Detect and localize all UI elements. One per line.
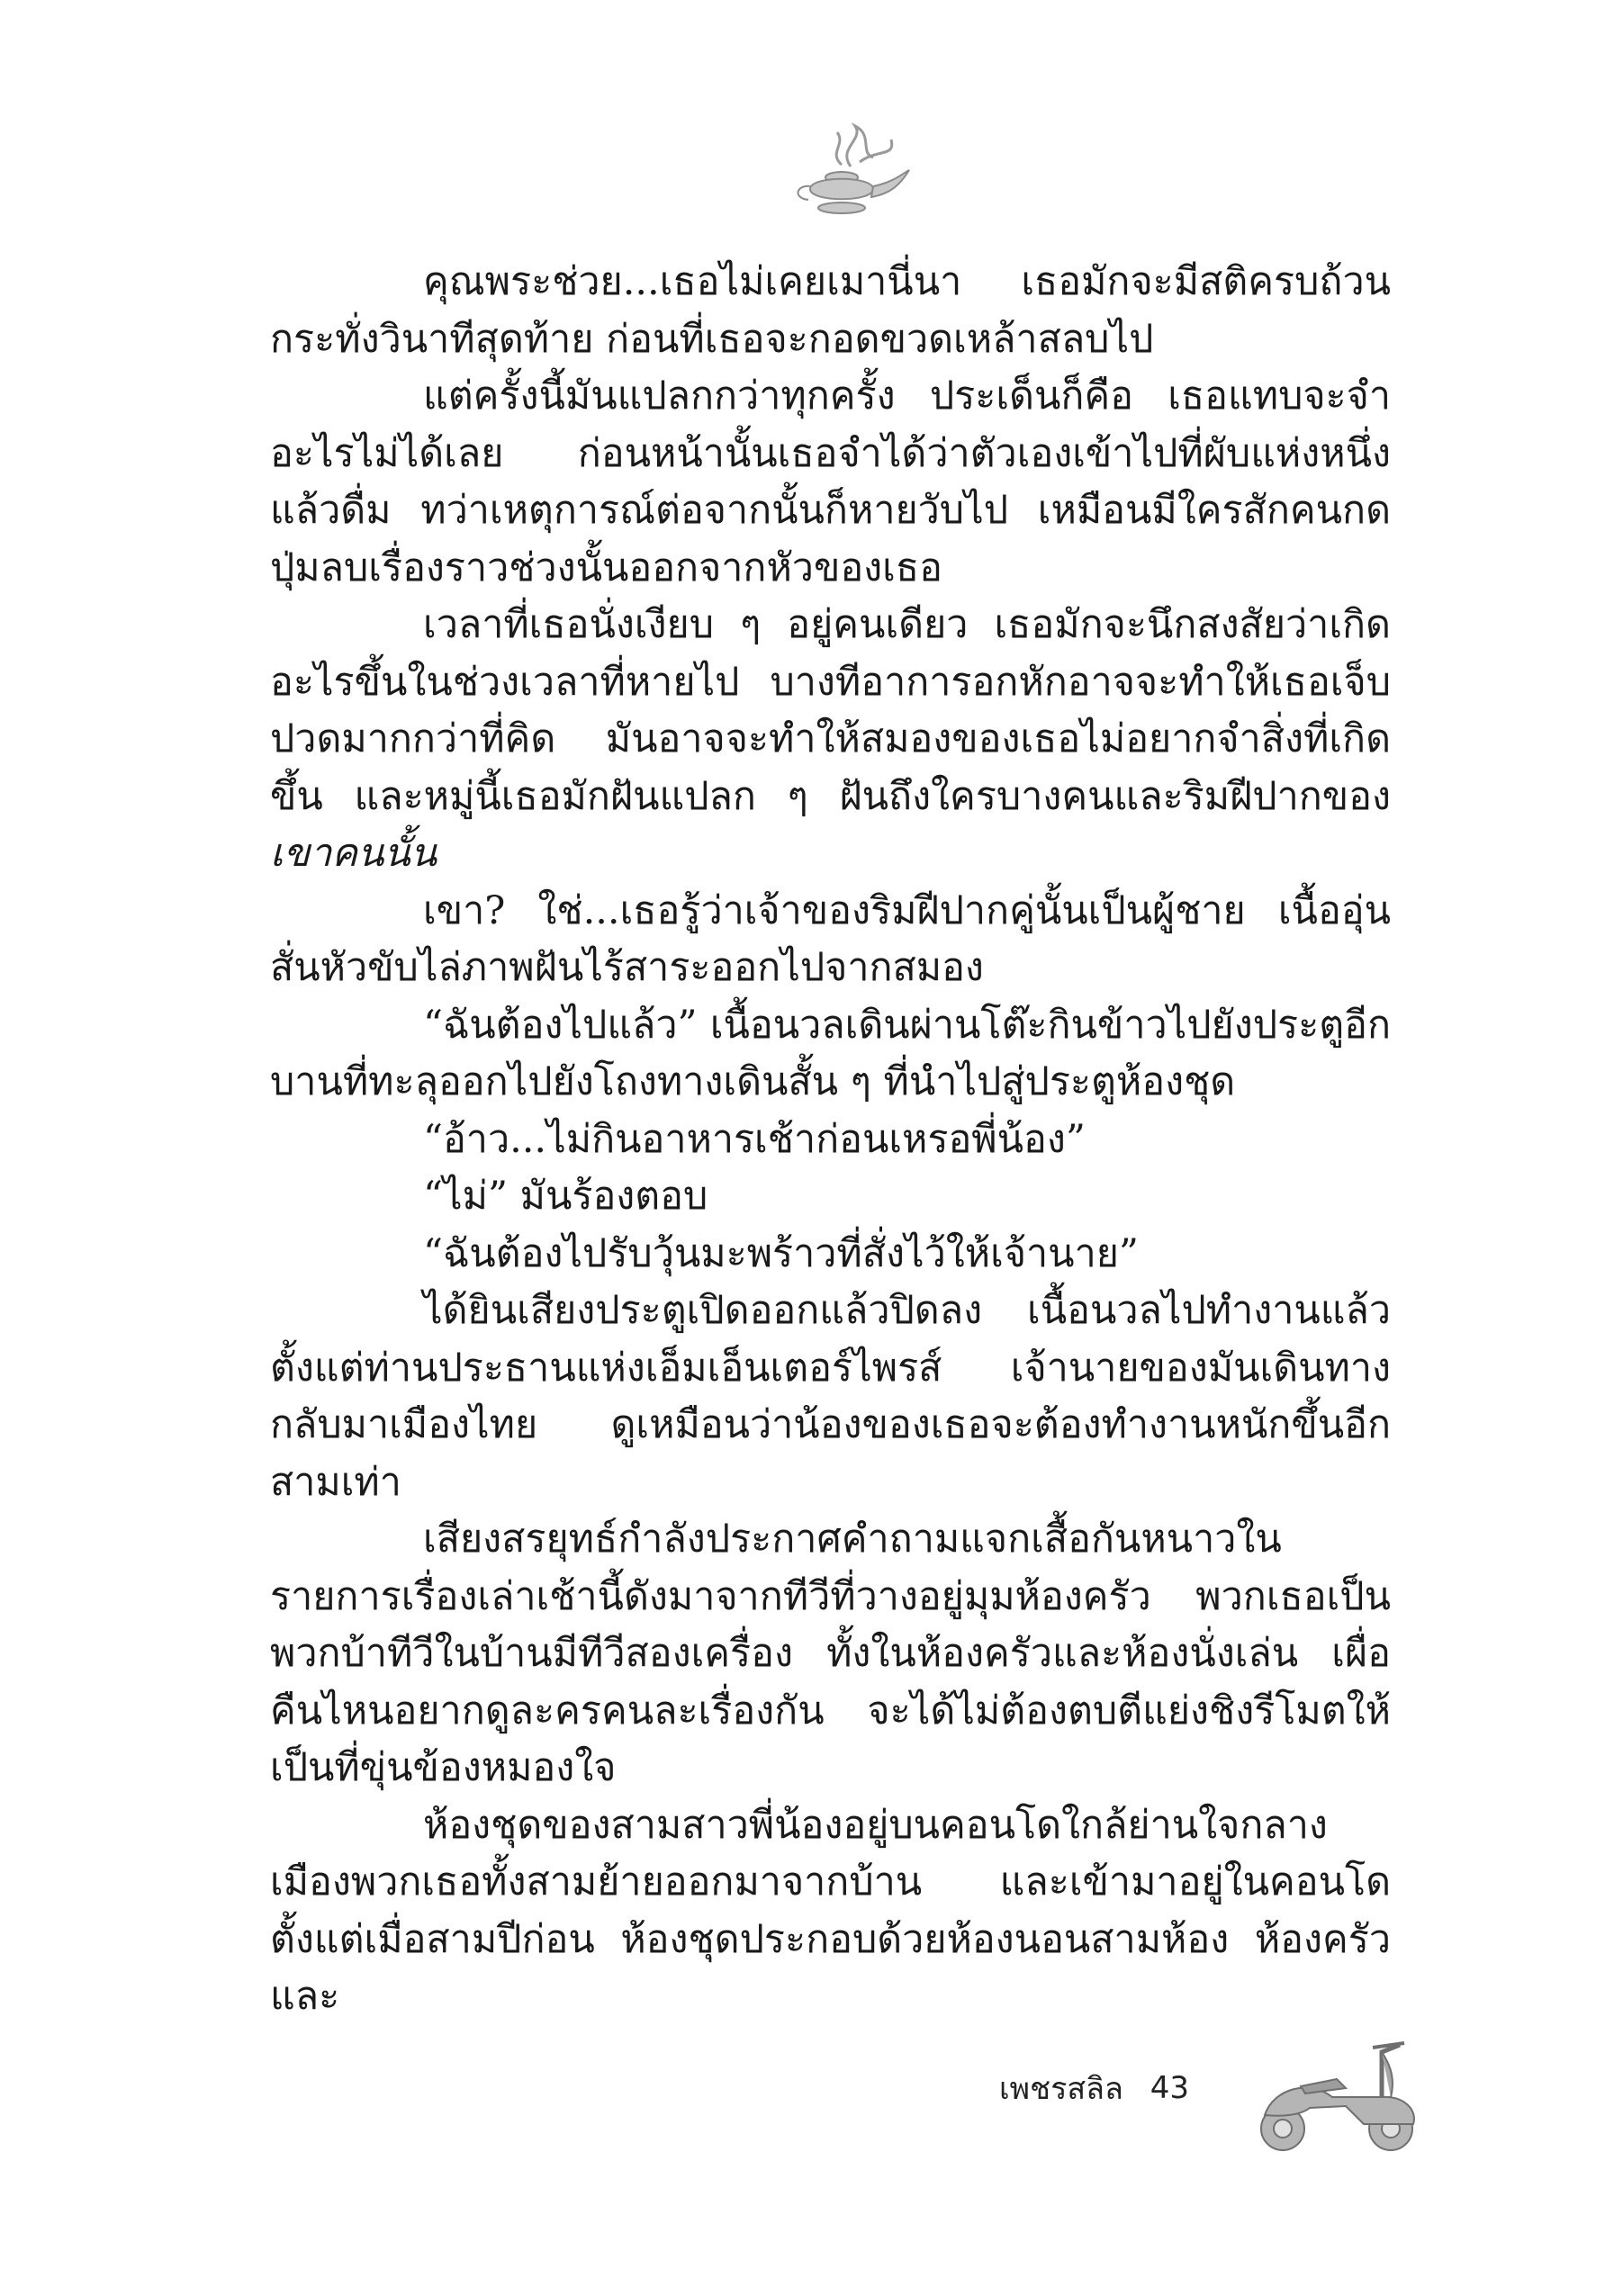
dialogue-line: “ฉันต้องไปรับวุ้นมะพร้าวที่สั่งไว้ให้เจ้านาย” [423, 1230, 1139, 1276]
dialogue-line: “อ้าว...ไม่กินอาหารเช้าก่อนเหรอพี่น้อง” [423, 1116, 1086, 1162]
paragraph: เสียงสรยุทธ์กำลังประกาศคำถามแจกเสื้อกันหนาวในรายการเรื่องเล่าเช้านี้ดังมาจากทีวีที่วางอยู่มุมห้องครัว พวกเธอเป็นพวกบ้าทีวีในบ้านมีทีวีสองเครื่อง ทั้งในห้องครัวและห้องนั่งเล่น เผื่อคืนไหนอยากดูละครคนละเรื่องกัน จะได้ไม่ต้องตบตีแย่งชิงรีโมตให้เป็นที่ขุ่นข้องหมองใจ [270, 1517, 1391, 1790]
paragraph-text: เวลาที่เธอนั่งเงียบ ๆ อยู่คนเดียว เธอมักจะนึกสงสัยว่าเกิดอะไรขึ้นในช่วงเวลาที่หายไป บางทีอาการอกหักอาจจะทำให้เธอเจ็บปวดมากกว่าที่คิด มันอาจจะทำให้สมองของเธอไม่อยากจำสิ่งที่เกิดขึ้น และหมู่นี้เธอมักฝันแปลก ๆ ฝันถึงใครบางคนและริมฝีปากของ [270, 602, 1391, 819]
body-text [270, 254, 1391, 2026]
dialogue-line: “ไม่” มันร้องตอบ [423, 1174, 708, 1219]
paragraph: “ฉันต้องไปแล้ว” เนื้อนวลเดินผ่านโต๊ะกินข้าวไปยังประตูอีกบานที่ทะลุออกไปยังโถงทางเดินสั้น ๆ ที่นำไปสู่ประตูห้องชุด [270, 1002, 1391, 1104]
paragraph: ได้ยินเสียงประตูเปิดออกแล้วปิดลง เนื้อนวลไปทำงานแล้วตั้งแต่ท่านประธานแห่งเอ็มเอ็นเตอร์ไพรส์ เจ้านายของมันเดินทางกลับมาเมืองไทย ดูเหมือนว่าน้องของเธอจะต้องทำงานหนักขึ้นอีกสามเท่า [270, 1288, 1391, 1505]
scooter-icon [1247, 2025, 1427, 2160]
paragraph: เขา? ใช่...เธอรู้ว่าเจ้าของริมฝีปากคู่นั้นเป็นผู้ชาย เนื้ออุ่นสั่นหัวขับไล่ภาพฝันไร้สาระออกไปจากสมอง [270, 887, 1391, 990]
magic-lamp-icon [765, 113, 918, 239]
paragraph: ห้องชุดของสามสาวพี่น้องอยู่บนคอนโดใกล้ย่านใจกลางเมืองพวกเธอทั้งสามย้ายออกมาจากบ้าน และเข้ามาอยู่ในคอนโดตั้งแต่เมื่อสามปีก่อน ห้องชุดประกอบด้วยห้องนอนสามห้อง ห้องครัว และ [270, 1802, 1391, 2019]
paragraph: แต่ครั้งนี้มันแปลกกว่าทุกครั้ง ประเด็นก็คือ เธอแทบจะจำอะไรไม่ได้เลย ก่อนหน้านั้นเธอจำได้ว่าตัวเองเข้าไปที่ผับแห่งหนึ่งแล้วดื่ม ทว่าเหตุการณ์ต่อจากนั้นก็หายวับไป เหมือนมีใครสักคนกดปุ่มลบเรื่องราวช่วงนั้นออกจากหัวของเธอ [270, 374, 1391, 590]
author-name: เพชรสลิล [999, 2071, 1123, 2107]
page-number: 43 [1150, 2070, 1190, 2106]
page-footer [999, 2061, 1189, 2115]
emphasized-text: เขาคนนั้น [270, 831, 437, 876]
paragraph [270, 597, 1391, 883]
paragraph: คุณพระช่วย...เธอไม่เคยเมานี่นา เธอมักจะมีสติครบถ้วนกระทั่งวินาทีสุดท้าย ก่อนที่เธอจะกอดขวดเหล้าสลบไป [270, 259, 1391, 362]
